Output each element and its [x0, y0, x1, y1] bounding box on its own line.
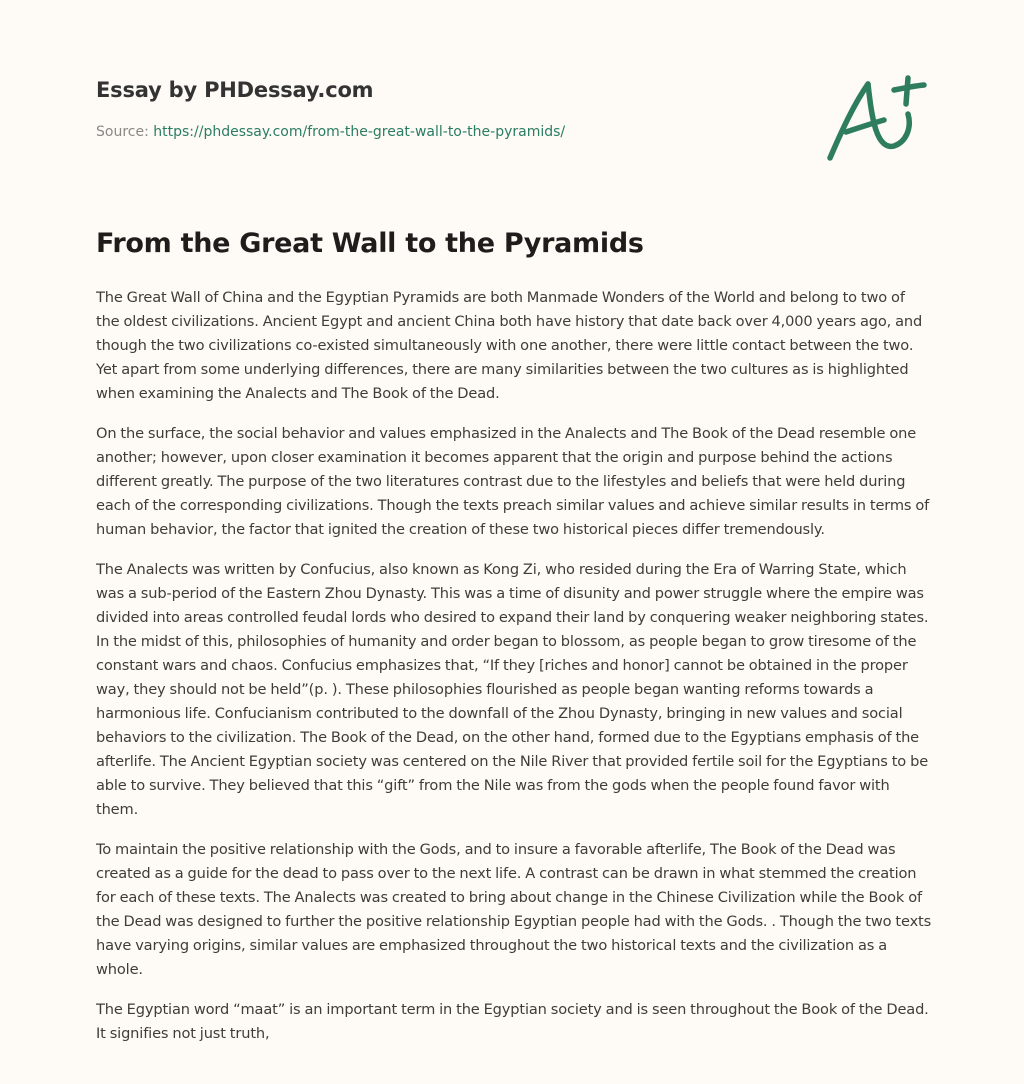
- essay-paragraph: The Analects was written by Confucius, also known as Kong Zi, who resided during the Era of Warring State, which was a sub-period of the Eastern Zhou Dynasty. This was a time of disunity and power struggle where the empire was divided into areas controlled feudal lords who desired to expand their land by conquering weaker neighboring states. In the midst of this, philosophies of humanity and order began to blossom, as people began to grow tiresome of the constant wars and chaos. Confucius emphasizes that, “If they [riches and honor] cannot be obtained in the proper way, they should not be held”(p. ). These philosophies flourished as people began wanting reforms towards a harmonious life. Confucianism contributed to the downfall of the Zhou Dynasty, bringing in new values and social behaviors to the civilization. The Book of the Dead, on the other hand, formed due to the Egyptians emphasis of the afterlife. The Ancient Egyptian society was centered on the Nile River that provided fertile soil for the Egyptians to be able to survive. They believed that this “gift” from the Nile was from the gods when the people found favor with them.: [96, 561, 929, 818]
- page-header: [96, 76, 796, 142]
- essay-paragraph: The Great Wall of China and the Egyptian Pyramids are both Manmade Wonders of the World and belong to two of the oldest civilizations. Ancient Egypt and ancient China both have history that date back over 4,000 years ago, and though the two civilizations co-existed simultaneously with one another, there were little contact between the two. Yet apart from some underlying differences, there are many similarities between the two cultures as is highlighted when examining the Analects and The Book of the Dead.: [96, 289, 923, 402]
- essay-paragraph: On the surface, the social behavior and values emphasized in the Analects and The Book of the Dead resemble one another; however, upon closer examination it becomes apparent that the origin and purpose behind the actions different greatly. The purpose of the two literatures contrast due to the lifestyles and beliefs that were held during each of the corresponding civilizations. Though the texts preach similar values and achieve similar results in terms of human behavior, the factor that ignited the creation of these two historical pieces differ tremendously.: [96, 425, 930, 538]
- essay-paragraph: To maintain the positive relationship with the Gods, and to insure a favorable afterlife, The Book of the Dead was created as a guide for the dead to pass over to the next life. A contrast can be drawn in what stemmed the creation for each of these texts. The Analects was created to bring about change in the Chinese Civilization while the Book of the Dead was designed to further the positive relationship Egyptian people had with the Gods. . Though the two texts have varying origins, similar values are emphasized throughout the two historical texts and the civilization as a whole.: [96, 841, 932, 978]
- source-line: [96, 122, 796, 142]
- essay-body: [96, 286, 932, 1062]
- source-label: Source:: [96, 124, 149, 140]
- a-plus-grade-icon: [820, 66, 930, 166]
- essay-paragraph: The Egyptian word “maat” is an important term in the Egyptian society and is seen throughout the Book of the Dead. It signifies not just truth,: [96, 1001, 929, 1042]
- essay-title: From the Great Wall to the Pyramids: [96, 228, 644, 259]
- source-link[interactable]: https://phdessay.com/from-the-great-wall-to-the-pyramids/: [153, 124, 566, 140]
- site-title: Essay by PHDessay.com: [96, 78, 374, 102]
